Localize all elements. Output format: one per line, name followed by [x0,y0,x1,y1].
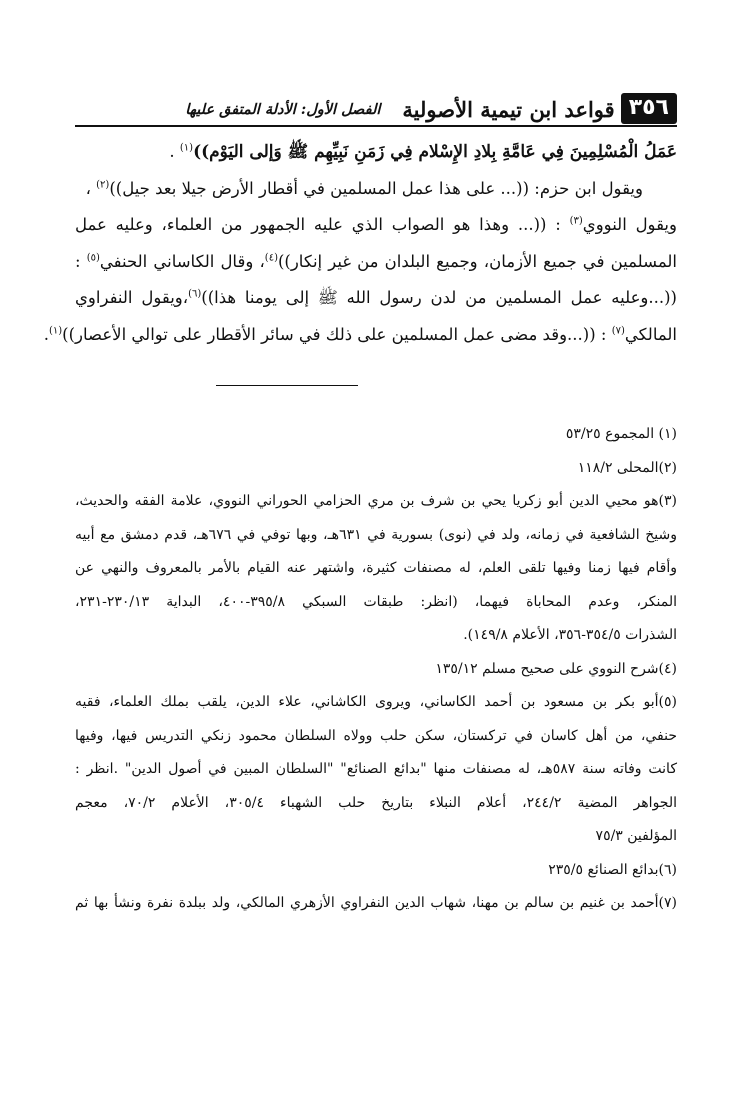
body-line-4 [75,244,677,281]
body-line-2: ويقول ابن حزم: ((... على هذا عمل المسلمين في أقطار الأرض جيلا بعد جيل))$^{(٢)}$ ، [85,178,643,198]
body-text: المالكي [624,324,677,344]
footnote-line: (٦)بدائع الصنائع ٢٣٥/٥ [548,861,677,878]
body-text: ويقول ابن حزم: ((... على هذا عمل المسلمين في أقطار الأرض جيلا بعد جيل)) [109,178,643,198]
running-section: الفصل الأول: الأدلة المتفق عليها [185,101,381,118]
footnote-line: (٧)أحمد بن غنيم بن سالم بن مهنا، شهاب الدين النفراوي الأزهري المالكي، ولد ببلدة نفرة ونشأ بها ثم [75,895,677,911]
footnote-line: (٥)أبو بكر بن مسعود بن أحمد الكاساني، ويروى الكاشاني، علاء الدين، يلقب بملك العلماء، فقيه [75,694,677,710]
footnote-7 [75,887,677,921]
footnote-2 [75,452,677,486]
footnote-separator [216,385,358,386]
body-text: : [75,251,81,271]
footnote-ref: (٥) [86,252,100,263]
page-number: ٣٥٦ [621,93,677,124]
footnote-line: الجواهر المضية ٢٤٤/٢، أعلام النبلاء بتاريخ حلب الشهباء ٣٠٥/٤، الأعلام ٧٠/٢، معجم [75,794,677,811]
page-header [77,88,677,124]
footnote-line: المؤلفين ٧٥/٣ [595,828,677,844]
footnote-ref: (٤) [264,252,278,263]
footnote-line: حنفي، من أهل كاسان في تركستان، سكن حلب وولاه السلطان محمود زنكي التدريس فيها، وفيها [75,727,677,744]
body-text: ويقول النووي [582,215,677,234]
footnote-line: (٣)هو محيي الدين أبو زكريا يحي بن شرف بن مري الحزامي الحوراني النووي، علامة الفقه والحديث، [75,493,677,509]
body-line-1: عَمَلُ الْمُسْلِمِينَ فِي عَامَّةِ بِلادِ الإِسْلام فِي زَمَنِ نَبِيِّهِم ﷺ وَإلى اليَوْم))$^{(١)}$ . [169,142,677,162]
footnote-3 [75,485,677,653]
running-title: قواعد ابن تيمية الأصولية [402,97,615,122]
body-text: : ((... وهذا هو الصواب الذي عليه الجمهور من العلماء، وعليه عمل [75,215,561,234]
footnote-ref: (٧) [611,325,625,336]
quote-text: عَمَلُ الْمُسْلِمِينَ فِي عَامَّةِ بِلادِ الإِسْلام فِي زَمَنِ نَبِيِّهِم ﷺ وَإلى اليَوْم)) [193,142,677,162]
body-text: ((...وعليه عمل المسلمين من لدن رسول الله ﷺ إلى يومنا هذا)) [201,288,677,307]
footnote-line: (٤)شرح النووي على صحيح مسلم ١٣٥/١٢ [435,660,677,677]
footnote-6 [75,854,677,888]
footnote-ref: (٢) [96,179,110,190]
body-text: المسلمين في جميع الأزمان، وجميع البلدان من غير إنكار)) [277,251,677,271]
body-text: ،ويقول النفراوي [75,288,189,307]
footnote-line: (١) المجموع ٥٣/٢٥ [565,426,677,442]
footnote-line: وشيخ الشافعية في زمانه، ولد في (نوى) بسورية في ٦٣١هـ، وبها توفي في ٦٧٦هـ، قدم دمشق مع أبيه [75,526,677,543]
footnotes [75,418,677,921]
footnote-line: الشذرات ٣٥٤/٥-٣٥٦، الأعلام ١٤٩/٨). [463,627,677,643]
footnote-ref: (٣) [569,215,583,227]
footnote-line: كانت وفاته سنة ٥٨٧هـ، له مصنفات منها "بدائع الصنائع" "السلطان المبين في أصول الدين" .انظر : [75,761,677,777]
footnote-ref: (٦) [188,288,202,300]
footnote-line: (٢)المحلى ١١٨/٢ [577,459,677,476]
footnote-4 [75,653,677,687]
body-line-6: المالكي$^{(٧)}$ : ((...وقد مضى عمل المسلمين على ذلك في سائر الأقطار على توالي الأعصار))$^{(١)}$. [43,324,677,344]
footnote-1 [75,418,677,452]
body-text: : ((...وقد مضى عمل المسلمين على ذلك في سائر الأقطار على توالي الأعصار)) [62,324,607,344]
footnote-5 [75,686,677,854]
footnote-ref: (١) [179,142,194,154]
footnote-line: المنكر، وعدم المحاباة فيهما، (انظر: طبقات السبكي ٣٩٥/٨-٤٠٠، البداية ٢٣٠/١٣-٢٣١، [75,593,677,610]
header-rule [75,125,677,127]
body-text: ، وقال الكاساني الحنفي [99,251,265,271]
main-text [43,134,677,353]
footnote-ref: (١) [48,325,63,336]
body-line-5 [75,280,677,317]
body-line-3 [75,207,677,244]
footnote-line: وأقام فيها زمنا وفيها تلقى العلم، له مصنفات كثيرة، واشتهر عنه القيام بالأمر بالمعروف والنهي عن [75,560,677,576]
